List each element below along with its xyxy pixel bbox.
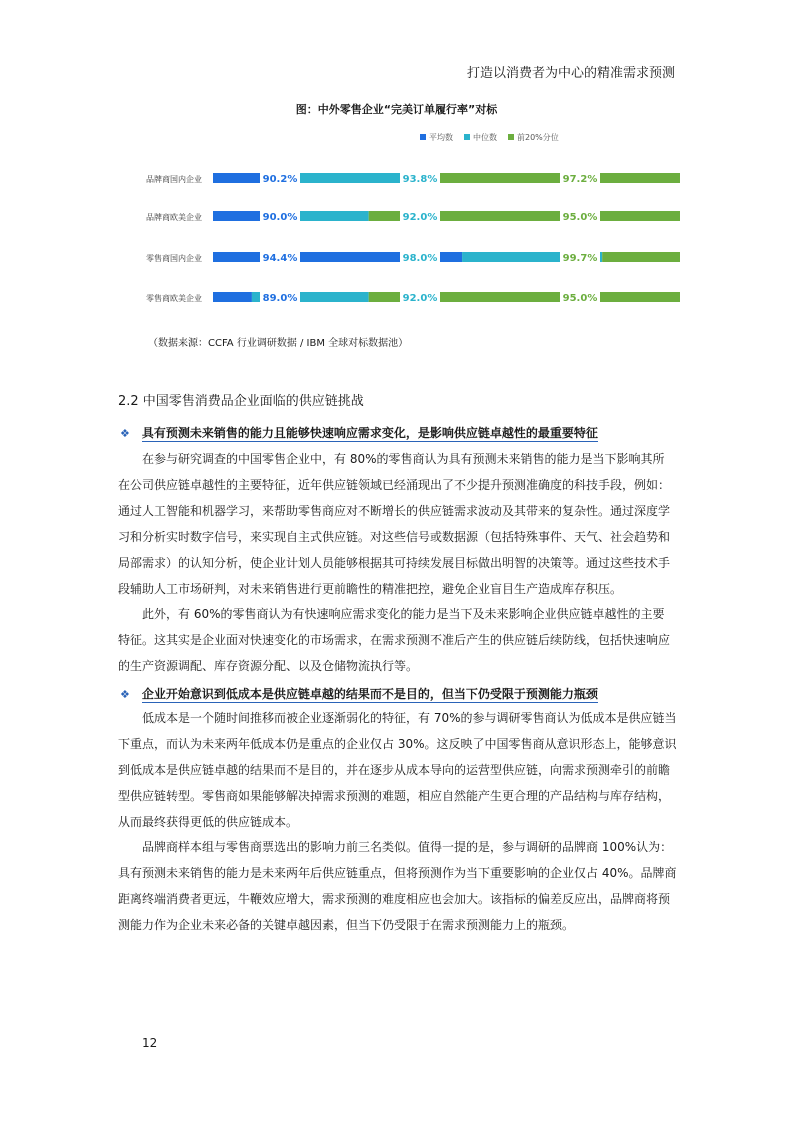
legend-label: 前20%分位 <box>517 133 559 142</box>
bullet-2 <box>120 685 598 702</box>
category-label: 品牌商欧美企业 <box>146 213 202 222</box>
data-label: 89.0% <box>262 293 298 304</box>
diamond-bullet-icon: ❖ <box>120 688 130 701</box>
paragraph-line: 测能力作为企业未来必备的关键卓越因素，但当下仍受限于在需求预测能力上的瓶颈。 <box>118 918 575 932</box>
data-label: 95.0% <box>562 212 598 223</box>
paragraph-line: 习和分析实时数字信号，来实现自主式供应链。对这些信号或数据源（包括特殊事件、天气、社会趋势和 <box>118 530 671 544</box>
paragraph-line: 到低成本是供应链卓越的结果而不是目的，并在逐步从成本导向的运营型供应链，向需求预测牵引的前瞻 <box>118 763 671 777</box>
bar-segment <box>602 252 680 262</box>
diamond-bullet-icon: ❖ <box>120 427 130 440</box>
paragraph-line: 局部需求）的认知分析，使企业计划人员能够根据其可持续发展目标做出明智的决策等。通过这些技术手 <box>118 556 671 570</box>
paragraph-line: 型供应链转型。零售商如果能够解决掉需求预测的难题，相应自然能产生更合理的产品结构与库存结构， <box>118 789 671 803</box>
legend-swatch <box>508 134 514 140</box>
paragraph-line: 此外，有 60%的零售商认为有快速响应需求变化的能力是当下及未来影响企业供应链卓越性的主要 <box>118 607 665 621</box>
category-label: 品牌商国内企业 <box>146 175 202 184</box>
data-label: 90.0% <box>262 212 298 223</box>
legend-label: 中位数 <box>473 133 497 142</box>
paragraph-3 <box>118 705 686 835</box>
data-label: 92.0% <box>402 212 438 223</box>
paragraph-line: 特征。这其实是企业面对快速变化的市场需求，在需求预测不准后产生的供应链后续防线，包括快速响应 <box>118 633 671 647</box>
paragraph-4 <box>118 834 686 938</box>
figure-title: 图：中外零售企业“完美订单履行率”对标 <box>295 103 498 116</box>
data-label: 93.8% <box>402 174 438 185</box>
legend-swatch <box>420 134 426 140</box>
paragraph-line: 段辅助人工市场研判，对未来销售进行更前瞻性的精准把控，避免企业盲目生产造成库存积压。 <box>118 582 623 596</box>
paragraph-line: 的生产资源调配、库存资源分配、以及仓储物流执行等。 <box>118 659 419 673</box>
paragraph-line: 品牌商样本组与零售商票选出的影响力前三名类似。值得一提的是，参与调研的品牌商 100%认为： <box>118 840 673 854</box>
paragraph-line: 低成本是一个随时间推移而被企业逐渐弱化的特征，有 70%的参与调研零售商认为低成本是供应链当 <box>118 711 677 725</box>
paragraph-line: 下重点，而认为未来两年低成本仍是重点的企业仅占 30%。这反映了中国零售商从意识形态上，能够意识 <box>118 737 677 751</box>
bullet-1 <box>120 424 598 441</box>
bullet-text: 具有预测未来销售的能力且能够快速响应需求变化，是影响供应链卓越性的最重要特征 <box>141 426 598 440</box>
bar-segment <box>439 173 680 183</box>
data-label: 99.7% <box>562 253 598 264</box>
paragraph-line: 从而最终获得更低的供应链成本。 <box>118 815 299 829</box>
data-label: 92.0% <box>402 293 438 304</box>
figure-source: （数据来源：CCFA 行业调研数据 / IBM 全球对标数据池） <box>148 338 409 349</box>
bar-segment <box>213 292 252 302</box>
paragraph-line: 在参与研究调查的中国零售企业中，有 80%的零售商认为具有预测未来销售的能力是当下影响其所 <box>118 452 665 466</box>
legend-label: 平均数 <box>429 133 453 142</box>
paragraph-2 <box>118 601 686 679</box>
data-label: 94.4% <box>262 253 298 264</box>
paragraph-line: 距离终端消费者更远，牛鞭效应增大，需求预测的难度相应也会加大。该指标的偏差反应出，品牌商将预 <box>118 892 671 906</box>
page-number: 12 <box>142 1036 158 1050</box>
paragraph-line: 在公司供应链卓越性的主要特征，近年供应链领域已经涌现出了不少提升预测准确度的科技手段，例如： <box>118 478 671 492</box>
section-heading: 2.2 中国零售消费品企业面临的供应链挑战 <box>118 394 364 409</box>
paragraph-1 <box>118 446 686 602</box>
paragraph-line: 通过人工智能和机器学习，来帮助零售商应对不断增长的供应链需求波动及其带来的复杂性。通过深度学 <box>118 504 671 518</box>
bar-segment <box>291 211 369 221</box>
page-header-title: 打造以消费者为中心的精准需求预测 <box>466 66 675 81</box>
category-label: 零售商国内企业 <box>146 254 202 263</box>
data-label: 98.0% <box>402 253 438 264</box>
paragraph-line: 具有预测未来销售的能力是未来两年后供应链重点，但将预测作为当下重要影响的企业仅占 40%。品牌商 <box>118 866 677 880</box>
bullet-text: 企业开始意识到低成本是供应链卓越的结果而不是目的，但当下仍受限于预测能力瓶颈 <box>141 687 598 701</box>
category-label: 零售商欧美企业 <box>146 294 202 303</box>
data-label: 90.2% <box>262 174 298 185</box>
data-label: 97.2% <box>562 174 598 185</box>
comparison-bar-chart <box>0 128 793 323</box>
legend-swatch <box>464 134 470 140</box>
data-label: 95.0% <box>562 293 598 304</box>
